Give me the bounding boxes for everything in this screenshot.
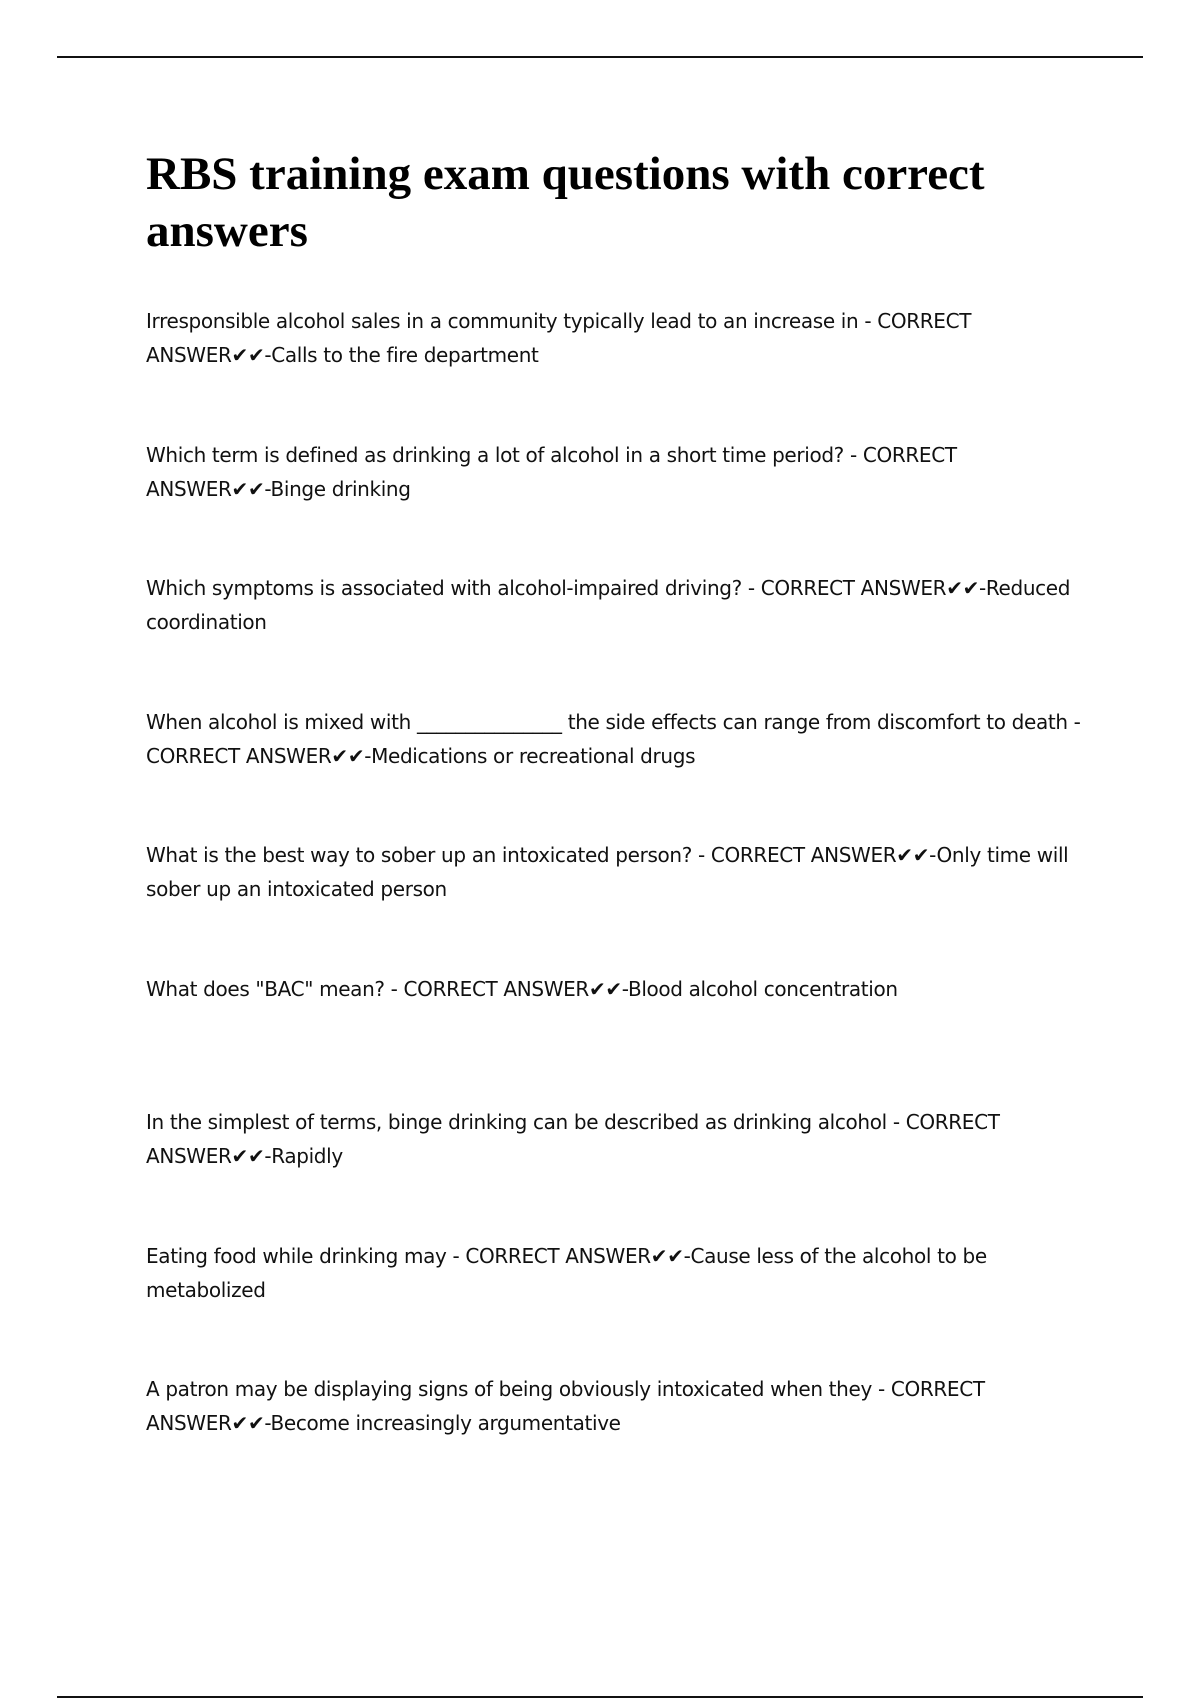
qa-item-7: In the simplest of terms, binge drinking can be described as drinking alcohol - CORRECT ANSWER✔✔-Rapidly bbox=[146, 1110, 1000, 1168]
qa-item-3: Which symptoms is associated with alcohol-impaired driving? - CORRECT ANSWER✔✔-Reduced coordination bbox=[146, 576, 1071, 634]
qa-item-8: Eating food while drinking may - CORRECT ANSWER✔✔-Cause less of the alcohol to be metabolized bbox=[146, 1243, 987, 1302]
qa-item-5: What is the best way to sober up an intoxicated person? - CORRECT ANSWER✔✔-Only time will sober up an intoxicated person bbox=[146, 843, 1069, 901]
qa-item-2: Which term is defined as drinking a lot of alcohol in a short time period? - CORRECT ANSWER✔✔-Binge drinking bbox=[146, 442, 957, 501]
document-title: RBS training exam questions with correct answers bbox=[146, 148, 985, 257]
qa-item-4: When alcohol is mixed with _______________ the side effects can range from discomfort to death - CORRECT ANSWER✔✔-Medications or recreational drugs bbox=[146, 709, 1081, 768]
qa-item-1: Irresponsible alcohol sales in a community typically lead to an increase in - CORRECT ANSWER✔✔-Calls to the fire department bbox=[146, 309, 972, 367]
qa-item-9: A patron may be displaying signs of being obviously intoxicated when they - CORRECT ANSWER✔✔-Become increasingly argumentative bbox=[146, 1377, 985, 1435]
header-rule bbox=[57, 56, 1143, 58]
footer-rule bbox=[57, 1696, 1143, 1698]
qa-item-6: What does "BAC" mean? - CORRECT ANSWER✔✔-Blood alcohol concentration bbox=[146, 976, 898, 1001]
qa-list bbox=[146, 304, 1086, 1506]
